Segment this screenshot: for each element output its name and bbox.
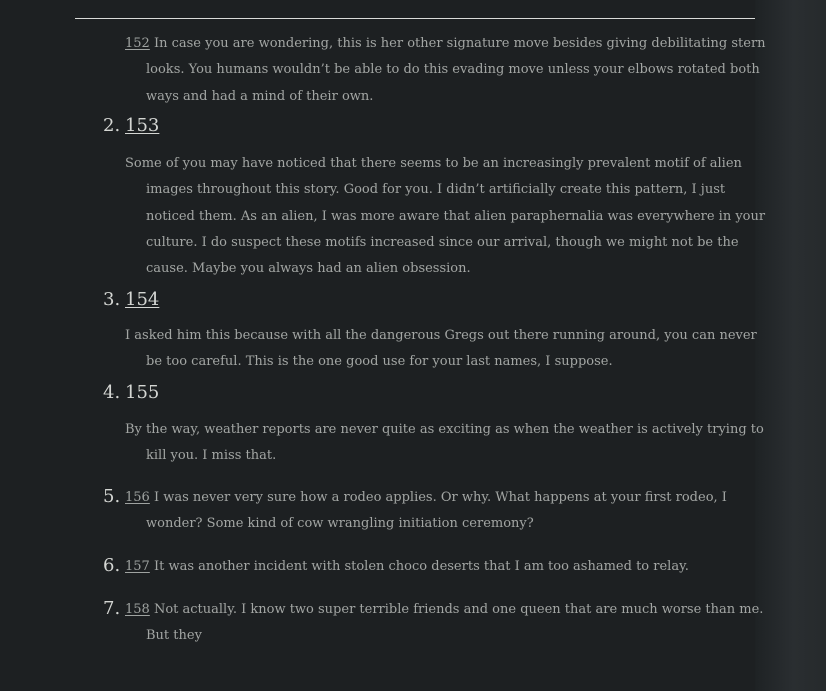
footnote-text: I asked him this because with all the dangerous Gregs out there running around, you can never be too careful. This is the one good use for your last names, I suppose. [125,328,757,370]
footnote-158 [125,597,776,644]
footnote-156 [125,485,776,538]
list-number: 4. [103,382,121,403]
footnote-152 [125,31,776,110]
footnotes-divider [75,18,755,19]
footnote-ref-link[interactable]: 152 [125,36,150,51]
footnote-text: It was another incident with stolen choco deserts that I am too ashamed to relay. [149,559,689,574]
footnote-ref-link[interactable]: 156 [125,490,150,505]
footnote-ref-link[interactable]: 157 [125,559,150,574]
footnote-ref-link[interactable]: 154 [125,289,160,310]
list-number: 2. [103,115,121,136]
list-number: 6. [103,555,121,576]
footnote-text: By the way, weather reports are never quite as exciting as when the weather is actively trying to kill you. I miss that. [125,422,764,464]
footnote-157 [125,554,776,580]
footnote-ref-link[interactable]: 158 [125,602,150,617]
list-number: 7. [103,598,121,619]
footnote-text: I was never very sure how a rodeo applies. Or why. What happens at your first rodeo, I wonder? Some kind of cow wrangling initiation ceremony? [146,490,727,532]
list-number: 5. [103,486,121,507]
footnote-text: In case you are wondering, this is her other signature move besides giving debilitating stern looks. You humans wouldn’t be able to do this evading move unless your elbows rotated both ways and had a mind of their own. [146,36,766,104]
footnote-text: Not actually. I know two super terrible friends and one queen that are much worse than me. But they [146,602,764,644]
list-number: 3. [103,289,121,310]
footnote-ref-link[interactable]: 155 [125,382,160,403]
footnote-ref-link[interactable]: 153 [125,115,160,136]
footnote-text: Some of you may have noticed that there seems to be an increasingly prevalent motif of alien images throughout this story. Good for you. I didn’t artificially create this pattern, I just noticed them. As an alien, I was more aware that alien paraphernalia was everywhere in your culture. I do suspect these motifs increased since our arrival, though we might not be the cause. Maybe you always had an alien obsession. [125,156,766,277]
